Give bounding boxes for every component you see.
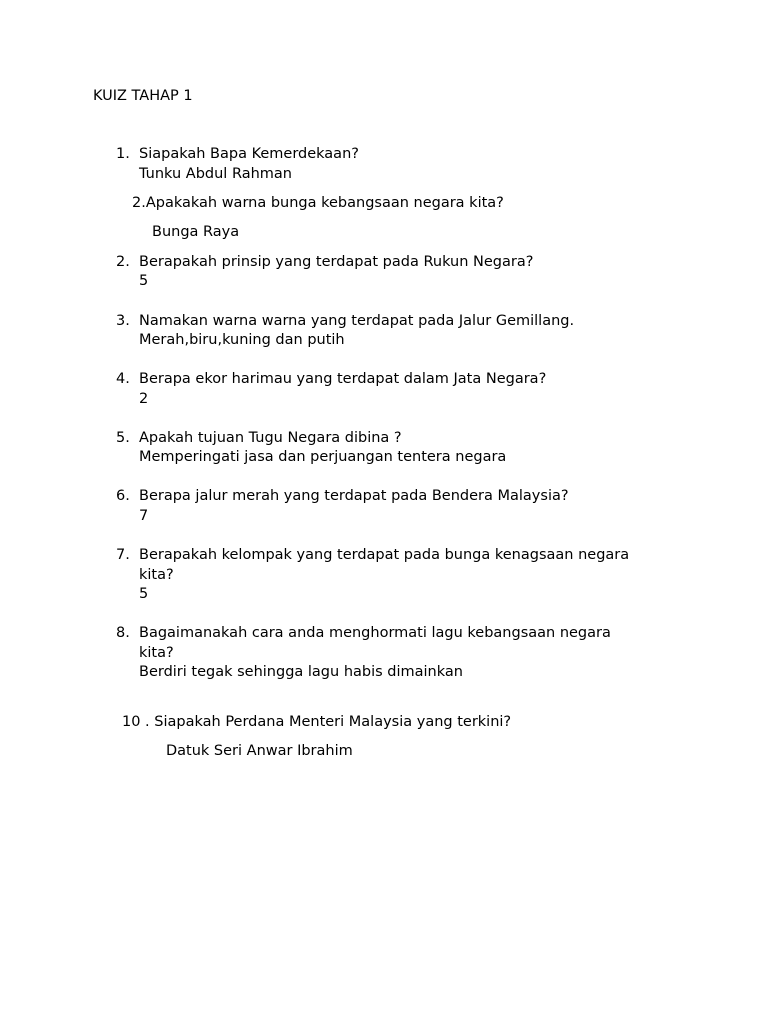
question-text: Berapa jalur merah yang terdapat pada Bendera Malaysia? <box>139 488 569 504</box>
answer-text: Merah,biru,kuning dan putih <box>139 332 345 348</box>
question-text-continued: kita? <box>139 567 174 583</box>
answer-text: 7 <box>139 508 149 524</box>
answer-text: 2 <box>139 391 149 407</box>
document-title: KUIZ TAHAP 1 <box>93 88 193 104</box>
question-text: Namakan warna warna yang terdapat pada Jalur Gemillang. <box>139 313 575 329</box>
question-text: Bagaimanakah cara anda menghormati lagu kebangsaan negara <box>139 625 611 641</box>
question-text: 10 . Siapakah Perdana Menteri Malaysia yang terkini? <box>122 714 512 730</box>
answer-text: Berdiri tegak sehingga lagu habis dimainkan <box>139 664 463 680</box>
answer-text: Bunga Raya <box>152 224 240 240</box>
question-text: Siapakah Bapa Kemerdekaan? <box>139 146 359 162</box>
question-text: 2.Apakakah warna bunga kebangsaan negara kita? <box>132 195 504 211</box>
question-text: Berapa ekor harimau yang terdapat dalam Jata Negara? <box>139 371 547 387</box>
question-text: Berapakah kelompak yang terdapat pada bunga kenagsaan negara <box>139 547 630 563</box>
question-number: 8. <box>116 625 130 641</box>
answer-text: Memperingati jasa dan perjuangan tentera negara <box>139 449 507 465</box>
answer-text: 5 <box>139 586 149 602</box>
question-number: 3. <box>116 313 130 329</box>
question-text: Berapakah prinsip yang terdapat pada Rukun Negara? <box>139 254 534 270</box>
question-number: 5. <box>116 430 130 446</box>
question-text: Apakah tujuan Tugu Negara dibina ? <box>139 430 402 446</box>
answer-text: Datuk Seri Anwar Ibrahim <box>166 743 353 759</box>
answer-text: 5 <box>139 273 149 289</box>
question-number: 1. <box>116 146 130 162</box>
question-number: 6. <box>116 488 130 504</box>
answer-text: Tunku Abdul Rahman <box>139 166 292 182</box>
question-number: 4. <box>116 371 130 387</box>
question-number: 2. <box>116 254 130 270</box>
question-number: 7. <box>116 547 130 563</box>
question-text-continued: kita? <box>139 645 174 661</box>
